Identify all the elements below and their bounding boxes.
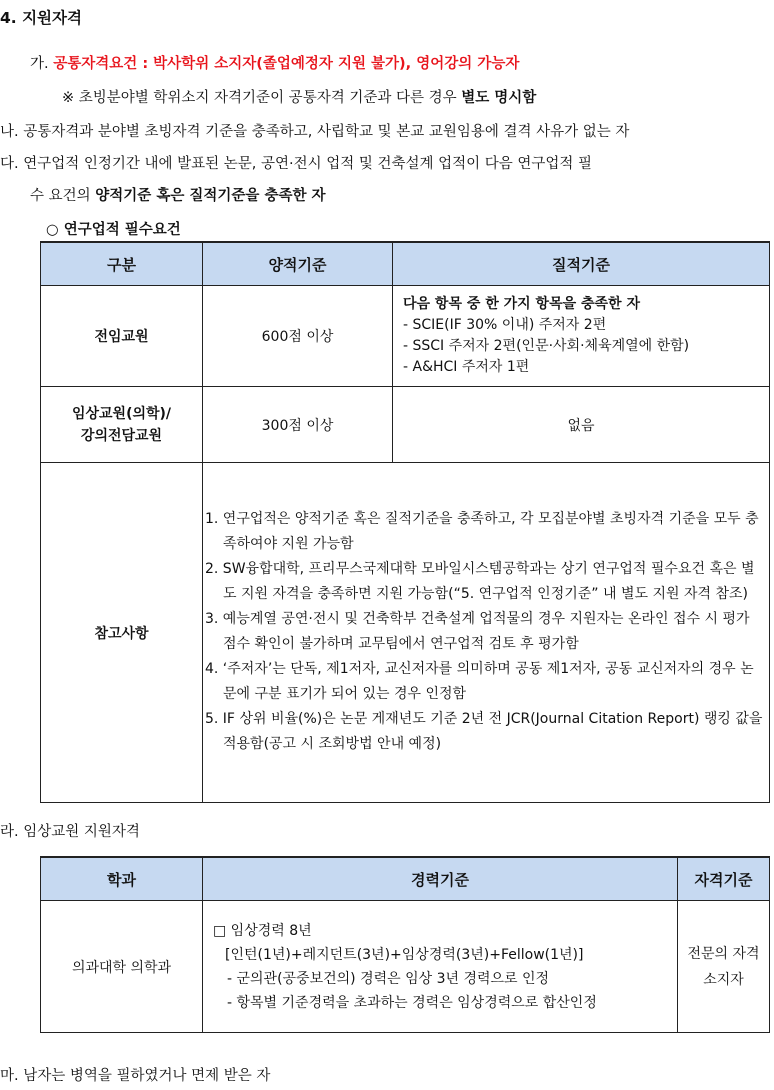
item-da-line1: 다. 연구업적 인정기간 내에 발표된 논문, 공연·전시 업적 및 건축설계 업적이 다음 연구업적 필 (0, 156, 593, 172)
career-cell (203, 901, 678, 1033)
row1-quantitative: 600점 이상 (203, 286, 393, 387)
item-ra: 라. 임상교원 지원자격 (0, 824, 140, 840)
row2-quantitative: 300점 이상 (203, 387, 393, 463)
note-line-text: ※ 초빙분야별 학위소지 자격기준이 공통자격 기준과 다른 경우 (62, 90, 462, 106)
item-ga-text: 공통자격요건 : 박사학위 소지자(졸업예정자 지원 불가), 영어강의 가능자 (53, 56, 520, 72)
item-ma: 마. 남자는 병역을 필하였거나 면제 받은 자 (0, 1068, 271, 1084)
clinical-qualification-table (40, 856, 770, 1033)
qualification-cell (678, 901, 770, 1033)
table-row (41, 463, 770, 803)
row3-category: 참고사항 (41, 463, 203, 803)
reference-note: 2. SW융합대학, 프리무스국제대학 모바일시스템공학과는 상기 연구업적 필수요건 혹은 별도 지원 자격을 충족하면 지원 가능함(“5. 연구업적 인정기준” 내 별도 지원 자격 참조) (205, 560, 755, 602)
table-header-row (41, 857, 770, 901)
header-department: 학과 (41, 857, 203, 901)
career-line: [인턴(1년)+레지던트(3년)+임상경력(3년)+Fellow(1년)] (225, 946, 584, 963)
item-da-line2 (30, 184, 326, 205)
reference-note: 5. IF 상위 비율(%)은 논문 게재년도 기준 2년 전 JCR(Journal Citation Report) 랭킹 값을 적용함(공고 시 조회방법 안내 예정) (205, 710, 763, 752)
table-row (41, 901, 770, 1033)
header-career: 경력기준 (203, 857, 678, 901)
row2-category-line1: 임상교원(의학)/ (71, 405, 172, 422)
item-ga-prefix: 가. (30, 56, 49, 72)
career-line: - 항목별 기준경력을 초과하는 경력은 임상경력으로 합산인정 (227, 994, 597, 1011)
item-ga (30, 52, 519, 73)
note-line-bold: 별도 명시함 (461, 90, 537, 106)
header-qualification: 자격기준 (678, 857, 770, 901)
career-line: - 군의관(공중보건의) 경력은 임상 3년 경력으로 인정 (227, 970, 550, 987)
item-na: 나. 공통자격과 분야별 초빙자격 기준을 충족하고, 사립학교 및 본교 교원임용에 결격 사유가 없는 자 (0, 124, 630, 140)
section-title: 4. 지원자격 (0, 9, 82, 27)
qualification-line1: 전문의 자격 (687, 945, 760, 962)
row1-qualitative (393, 286, 770, 387)
qual-item: - SSCI 주저자 2편(인문·사회·체육계열에 한함) (403, 338, 690, 354)
qual-item: - SCIE(IF 30% 이내) 주저자 2편 (403, 317, 607, 333)
header-quantitative: 양적기준 (203, 242, 393, 286)
qual-item: - A&HCI 주저자 1편 (403, 359, 530, 375)
row2-category-line2: 강의전담교원 (80, 427, 163, 444)
item-da-line2-bold: 양적기준 혹은 질적기준을 충족한 자 (95, 188, 326, 204)
career-line: □ 임상경력 8년 (213, 922, 312, 939)
note-line (62, 86, 536, 107)
reference-note: 4. ‘주저자’는 단독, 제1저자, 교신저자를 의미하며 공동 제1저자, 공동 교신저자의 경우 논문에 구분 표기가 되어 있는 경우 인정함 (205, 660, 754, 702)
qual-title: 다음 항목 중 한 가지 항목을 충족한 자 (403, 296, 640, 312)
table-row (41, 387, 770, 463)
row2-qualitative: 없음 (393, 387, 770, 463)
department-cell: 의과대학 의학과 (41, 901, 203, 1033)
reference-note: 3. 예능계열 공연·전시 및 건축학부 건축설계 업적물의 경우 지원자는 온라인 접수 시 평가점수 확인이 불가하며 교무팀에서 연구업적 검토 후 평가함 (205, 610, 750, 652)
header-qualitative: 질적기준 (393, 242, 770, 286)
row2-category (41, 387, 203, 463)
row1-category: 전임교원 (41, 286, 203, 387)
row3-notes (203, 463, 770, 803)
research-requirements-table (40, 241, 770, 803)
reference-note: 1. 연구업적은 양적기준 혹은 질적기준을 충족하고, 각 모집분야별 초빙자격 기준을 모두 충족하여야 지원 가능함 (205, 510, 759, 552)
table-row (41, 286, 770, 387)
header-category: 구분 (41, 242, 203, 286)
research-title: ○ 연구업적 필수요건 (46, 222, 181, 238)
table-header-row (41, 242, 770, 286)
item-da-line2-text: 수 요건의 (30, 188, 96, 204)
qualification-line2: 소지자 (703, 971, 744, 988)
